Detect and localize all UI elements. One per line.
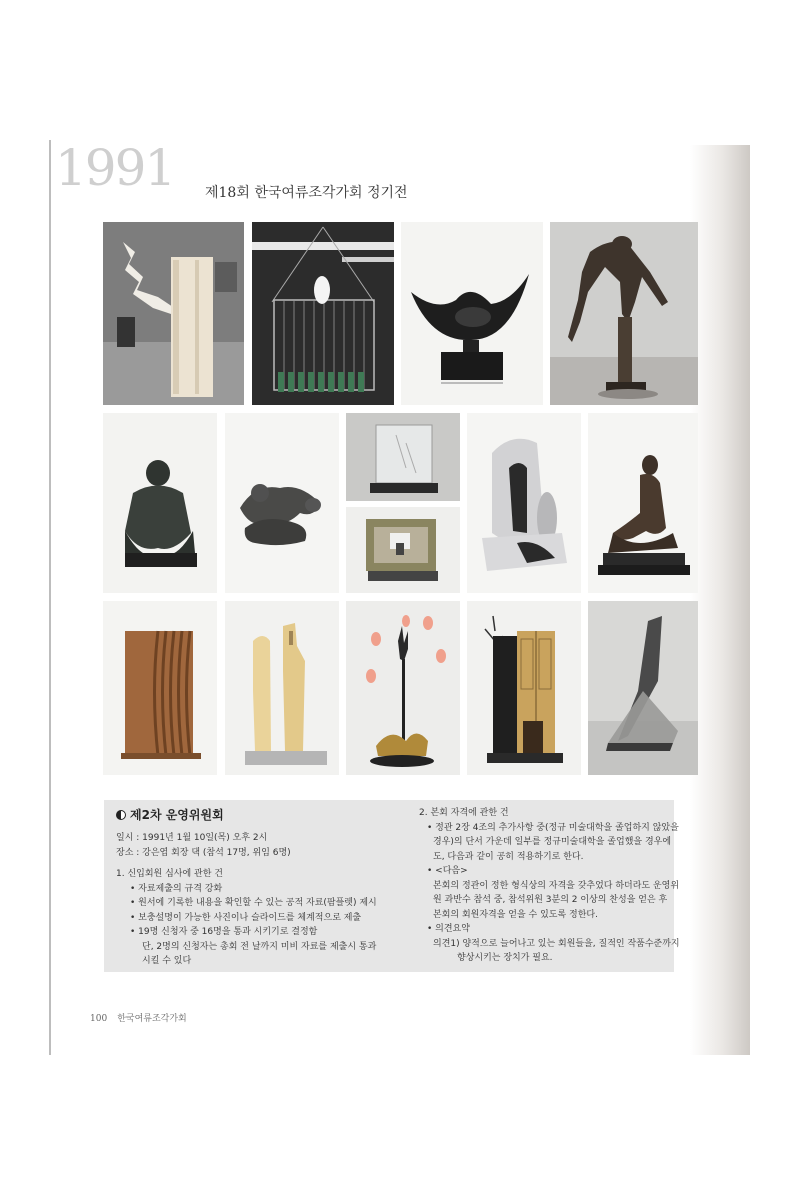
agenda-text: 향상시키는 장치가 필요. <box>457 953 553 963</box>
meeting-heading <box>116 806 391 824</box>
exhibition-title: 제18회 한국여류조각가회 정기전 <box>205 185 408 201</box>
agenda-text: 경우)의 단서 가운데 일부를 정규미술대학을 졸업했을 경우에 <box>433 837 672 847</box>
agenda-bullet: • 19명 신청자 중 16명을 통과 시키기로 결정함 <box>130 927 318 937</box>
left-column <box>116 806 391 969</box>
photo-layered-wood-sculpture <box>103 601 217 775</box>
agenda-bullet: • 정관 2장 4조의 추가사항 중(정규 미술대학을 졸업하지 않았을 <box>427 822 679 833</box>
photo-seated-female-bronze <box>588 413 698 593</box>
photo-light-wood-figures <box>225 601 339 775</box>
agenda-note: 단, 2명의 신청자는 총회 전 날까지 미비 자료를 제출시 통과 <box>142 941 377 952</box>
photo-bird-cage-installation <box>252 222 394 405</box>
half-circle-icon <box>116 810 126 820</box>
page-number: 100 <box>90 1014 108 1024</box>
photo-black-boat-sculpture <box>401 222 543 405</box>
agenda-text: 본회의 정관이 정한 형식상의 자격을 갖추었다 하더라도 운영위 <box>433 880 680 891</box>
agenda-text: 본회의 회원자격을 얻을 수 있도록 정한다. <box>433 909 598 920</box>
photo-white-stone-abstract <box>467 413 581 593</box>
margin-rule <box>49 140 51 1055</box>
photo-acrylic-block <box>346 413 460 501</box>
page-gutter-shadow <box>690 145 750 1055</box>
meeting-date: 일시 : 1991년 1월 10일(목) 오후 2시 <box>116 833 268 843</box>
agenda-text: 의견1) 양적으로 늘어나고 있는 회원들을, 질적인 작품수준까지 <box>433 938 680 949</box>
meeting-place: 장소 : 강은엽 회장 댁 (참석 17명, 위임 6명) <box>116 847 291 858</box>
meeting-heading-text: 제2차 운영위원회 <box>130 808 224 822</box>
agenda-bullet: • <다음> <box>427 866 468 876</box>
photo-steel-angular-sculpture <box>588 601 698 775</box>
footer-label: 한국여류조각가회 <box>117 1014 187 1024</box>
agenda-text: 원 과반수 참석 중, 참석위원 3분의 2 이상의 찬성을 얻은 후 <box>433 895 668 905</box>
photo-wooden-door-installation <box>467 601 581 775</box>
agenda-item-1: 1. 신입회원 심사에 관한 건 <box>116 869 223 879</box>
agenda-bullet: • 자료제출의 규격 강화 <box>130 883 223 894</box>
year-heading: 1991 <box>55 139 175 197</box>
agenda-item-2: 2. 본회 자격에 관한 건 <box>419 808 509 818</box>
photo-white-wood-sculpture <box>103 222 244 405</box>
agenda-note: 시킬 수 있다 <box>142 956 192 966</box>
page-footer <box>90 1011 187 1024</box>
agenda-bullet: • 원서에 기록한 내용을 확인할 수 있는 공적 자료(팜플렛) 제시 <box>130 898 377 908</box>
photo-lantern-installation <box>346 601 460 775</box>
photo-bronze-leaning-figure <box>550 222 698 405</box>
photo-reclining-bronze-figures <box>225 413 339 593</box>
agenda-bullet: • 보충설명이 가능한 사진이나 슬라이드를 체계적으로 제출 <box>130 912 362 923</box>
photo-seated-bronze-figure <box>103 413 217 593</box>
agenda-text: 도, 다음과 같이 공히 적용하기로 한다. <box>433 851 584 862</box>
right-column <box>419 806 680 966</box>
agenda-bullet: • 의견요약 <box>427 924 470 934</box>
meeting-info-box <box>104 800 680 972</box>
photo-framed-stone-relief <box>346 507 460 593</box>
